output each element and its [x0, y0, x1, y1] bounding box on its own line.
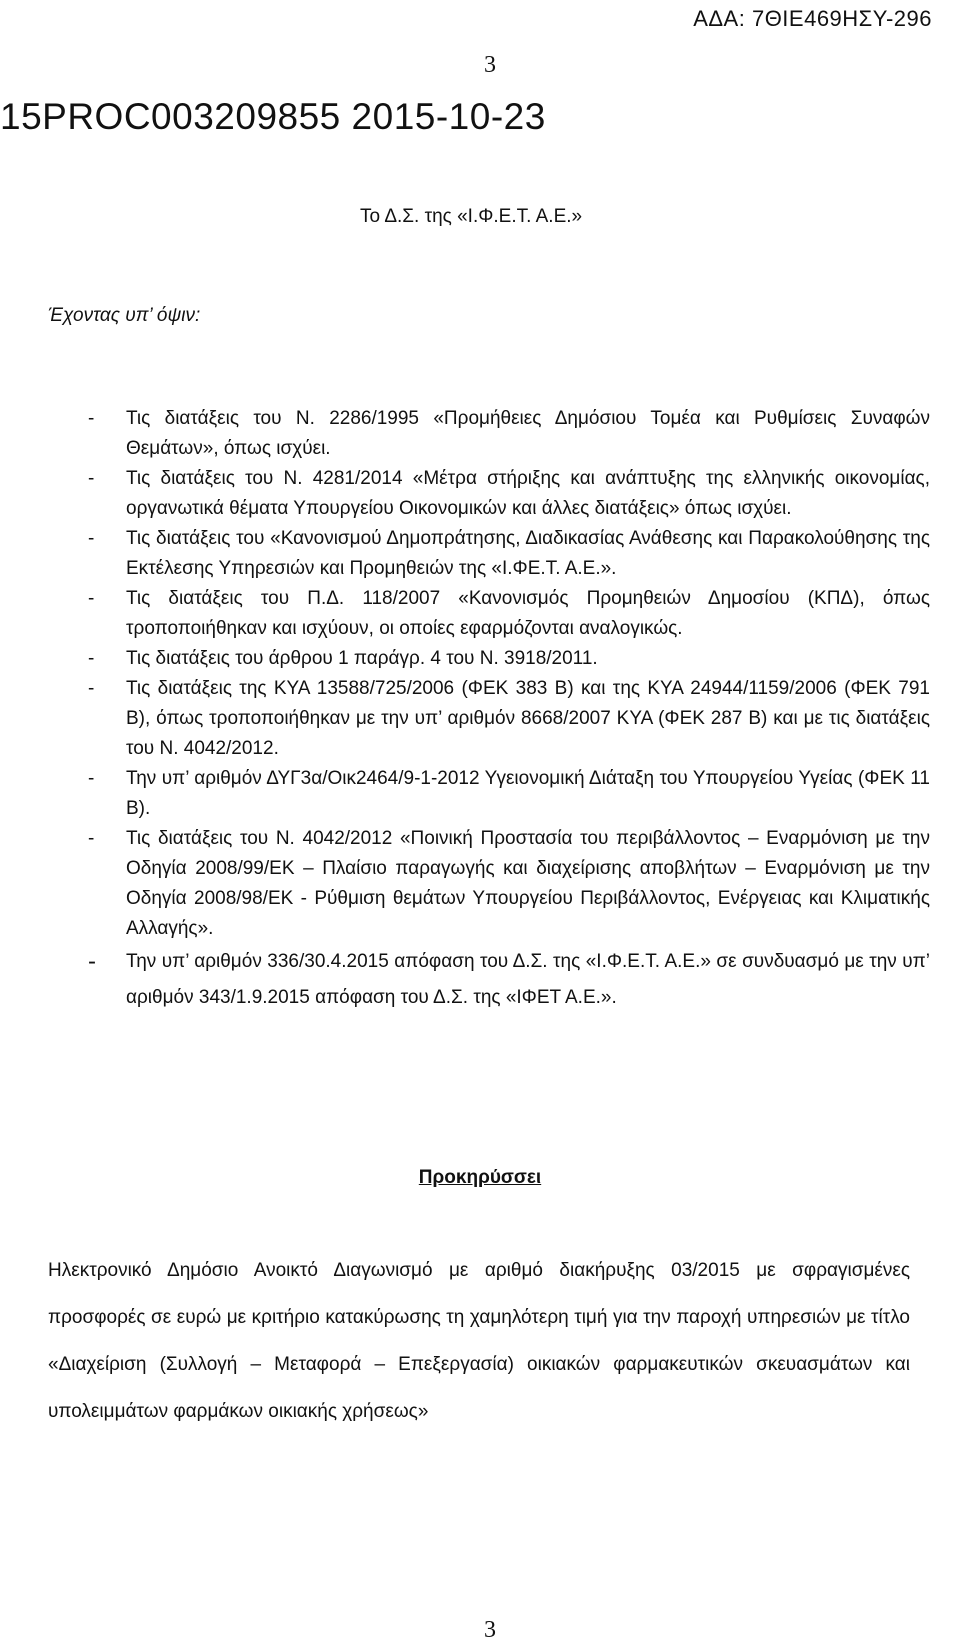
clause-item — [88, 944, 930, 1016]
clause-text: Την υπ’ αριθμόν ΔΥΓ3α/Οικ2464/9-1-2012 Υγειονομική Διάταξη του Υπουργείου Υγείας (ΦΕΚ 11 Β). — [126, 768, 930, 819]
bullet-dash: - — [88, 828, 95, 849]
clause-text: Τις διατάξεις του Π.Δ. 118/2007 «Κανονισμός Προμηθειών Δημοσίου (ΚΠΔ), όπως τροποποιήθηκαν και ισχύουν, οι οποίες εφαρμόζονται αναλογικώς. — [126, 588, 930, 639]
clause-item — [88, 644, 930, 674]
clause-text: Τις διατάξεις του άρθρου 1 παράγρ. 4 του Ν. 3918/2011. — [126, 648, 598, 669]
bullet-dash: - — [88, 768, 95, 789]
page-number-bottom: 3 — [484, 1617, 496, 1643]
clause-text: Την υπ’ αριθμόν 336/30.4.2015 απόφαση του Δ.Σ. της «Ι.Φ.Ε.Τ. Α.Ε.» σε συνδυασμό με την υπ’ αριθμόν 343/1.9.2015 απόφαση του Δ.Σ. της «ΙΦΕΤ Α.Ε.». — [126, 951, 930, 1008]
clause-text: Τις διατάξεις του Ν. 4042/2012 «Ποινική Προστασία του περιβάλλοντος – Εναρμόνιση με την Οδηγία 2008/99/ΕΚ – Πλαίσιο παραγωγής και διαχείρισης αποβλήτων – Εναρμόνιση με την Οδηγία 2008/98/ΕΚ - Ρύθμιση θεμάτων Υπουργείου Περιβάλλοντος, Ενέργειας και Κλιματικής Αλλαγής». — [126, 828, 930, 939]
bullet-dash: - — [88, 588, 95, 609]
proclaims-heading: Προκηρύσσει — [418, 1167, 542, 1188]
bullet-dash: - — [88, 408, 95, 429]
tender-paragraph: Ηλεκτρονικό Δημόσιο Ανοικτό Διαγωνισμό με αριθμό διακήρυξης 03/2015 με σφραγισμένες προσφορές σε ευρώ με κριτήριο κατακύρωσης τη χαμηλότερη τιμή για την παροχή υπηρεσιών με τίτλο «Διαχείριση (Συλλογή – Μεταφορά – Επεξεργασία) οικιακών φαρμακευτικών σκευασμάτων και υπολειμμάτων φαρμάκων οικιακής χρήσεως» — [48, 1260, 910, 1422]
clause-text: Τις διατάξεις του Ν. 4281/2014 «Μέτρα στήριξης και ανάπτυξης της ελληνικής οικονομίας, οργανωτικά θέματα Υπουργείου Οικονομικών και άλλες διατάξεις» όπως ισχύει. — [126, 468, 930, 519]
clause-item — [88, 584, 930, 644]
clause-item — [88, 464, 930, 524]
bullet-dash: - — [88, 648, 95, 669]
clause-item — [88, 764, 930, 824]
clause-text: Τις διατάξεις της ΚΥΑ 13588/725/2006 (ΦΕΚ 383 Β) και της ΚΥΑ 24944/1159/2006 (ΦΕΚ 791 Β), όπως τροποποιήθηκαν με την υπ’ αριθμόν 8668/2007 ΚΥΑ (ΦΕΚ 287 Β) και με τις διατάξεις του Ν. 4042/2012. — [126, 678, 930, 759]
clause-item — [88, 674, 930, 764]
proc-id: 15PROC003209855 2015-10-23 — [0, 96, 546, 137]
considering-heading: Έχοντας υπ’ όψιν: — [48, 305, 201, 326]
clause-item — [88, 524, 930, 584]
clause-item — [88, 404, 930, 464]
clause-list — [88, 404, 930, 1016]
page-number-top: 3 — [484, 52, 496, 78]
bullet-dash: - — [88, 468, 95, 489]
clause-text: Τις διατάξεις του «Κανονισμού Δημοπράτησης, Διαδικασίας Ανάθεσης και Παρακολούθησης της Εκτέλεσης Υπηρεσιών και Προμηθειών της «Ι.ΦΕ.Τ. Α.Ε.». — [126, 528, 930, 579]
clause-item — [88, 824, 930, 944]
bullet-dash: - — [88, 678, 95, 699]
bullet-dash: - — [88, 528, 95, 549]
ada-code: ΑΔΑ: 7ΘΙΕ469ΗΣΥ-296 — [693, 6, 932, 31]
signer-line: Το Δ.Σ. της «Ι.Φ.Ε.Τ. Α.Ε.» — [360, 206, 583, 227]
clause-text: Τις διατάξεις του Ν. 2286/1995 «Προμήθειες Δημόσιου Τομέα και Ρυθμίσεις Συναφών Θεμάτων», όπως ισχύει. — [126, 408, 930, 459]
bullet-dash: - — [88, 948, 96, 975]
